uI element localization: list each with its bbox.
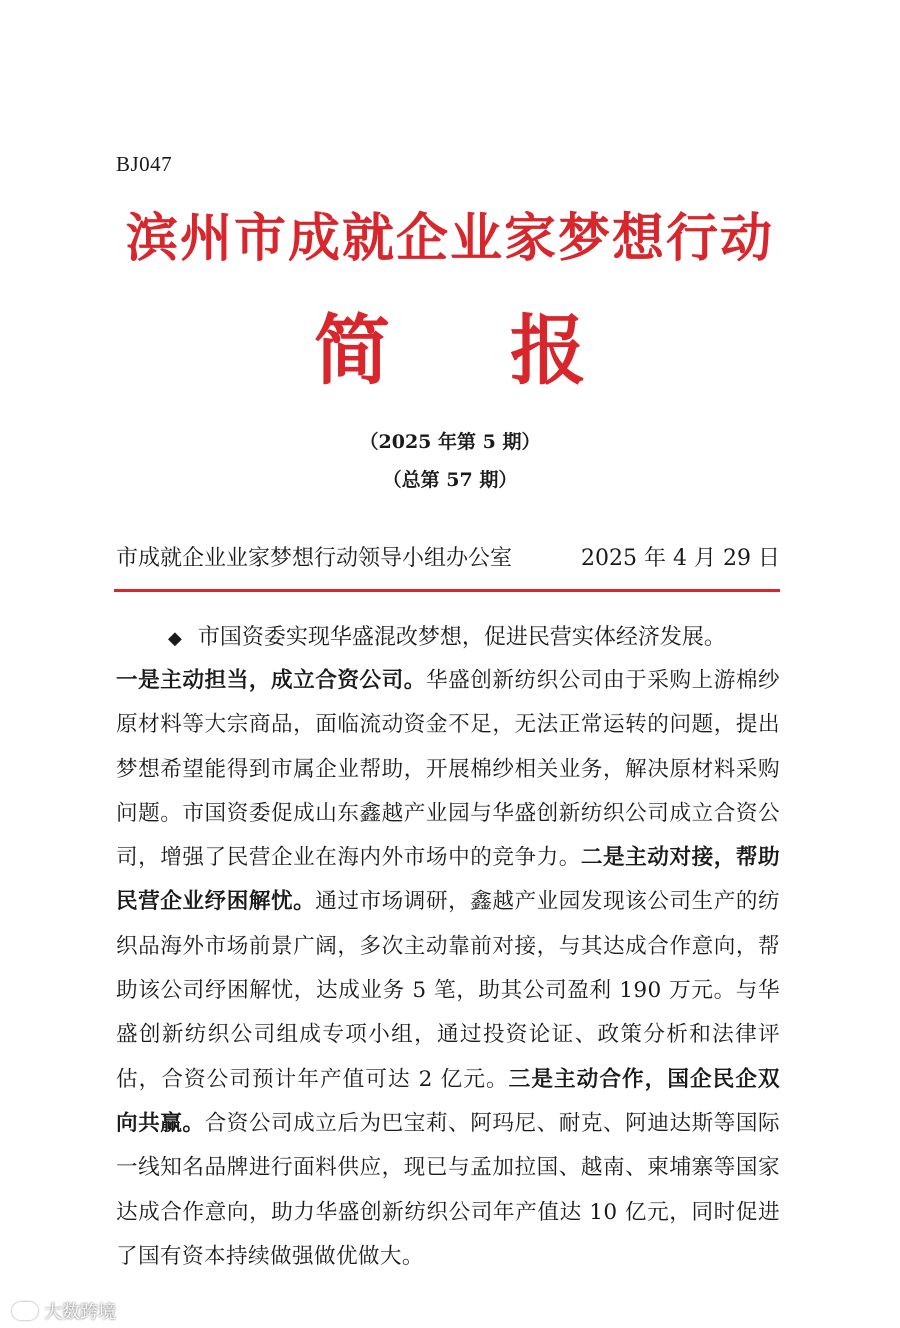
point-one-heading: 一是主动担当，成立合资公司。 (116, 668, 426, 693)
issue-number: （2025 年第 5 期） (359, 431, 541, 453)
total-issue-number: （总第 57 期） (382, 469, 518, 491)
issuer-line (116, 541, 780, 572)
article-body (116, 659, 780, 1279)
brand-logo-icon (12, 1302, 38, 1320)
diamond-bullet-icon: ◆ (168, 628, 182, 649)
point-one-text: 华盛创新纺织公司由于采购上游棉纱原材料等大宗商品，面临流动资金不足，无法正常运转的问题，提出梦想希望能得到市属企业帮助，开展棉纱相关业务，解决原材料采购问题。市国资委促成山东鑫越产业园与华盛创新纺织公司成立合资公司，增强了民营企业在海内外市场中的竞争力。 (116, 668, 780, 871)
issuing-office: 市成就企业业家梦想行动领导小组办公室 (116, 546, 513, 571)
masthead-title: 滨州市成就企业家梦想行动 (125, 208, 774, 269)
point-two-heading: 二是主动对接，帮助民营企业纾困解忧。 (116, 845, 780, 915)
headline-text: 市国资委实现华盛混改梦想，促进民营实体经济发展。 (197, 625, 726, 650)
red-divider (114, 589, 780, 592)
point-two-text: 通过市场调研，鑫越产业园发现该公司生产的纺织品海外市场前景广阔，多次主动靠前对接，与其达成合作意向，帮助该公司纾困解忧，达成业务 5 笔，助其公司盈利 190 万元。与华盛创新纺织公司组成专项小组，通过投资论证、政策分析和法律评估，合资公司预计年产值可达 2 亿元。 (116, 889, 780, 1092)
watermark-text: 大数跨境 (44, 1302, 116, 1323)
masthead-subtitle: 简报 (314, 306, 706, 395)
point-three-text: 合资公司成立后为巴宝莉、阿玛尼、耐克、阿迪达斯等国际一线知名品牌进行面料供应，现已与孟加拉国、越南、柬埔寨等国家达成合作意向，助力华盛创新纺织公司年产值达 10 亿元，同时促进了国有资本持续做强做优做大。 (116, 1110, 780, 1269)
issue-date: 2025 年 4 月 29 日 (581, 546, 780, 571)
watermark (12, 1298, 116, 1324)
document-code: BJ047 (116, 152, 173, 176)
article-headline (168, 620, 726, 651)
point-three-heading: 三是主动合作，国企民企双向共赢。 (116, 1066, 780, 1136)
